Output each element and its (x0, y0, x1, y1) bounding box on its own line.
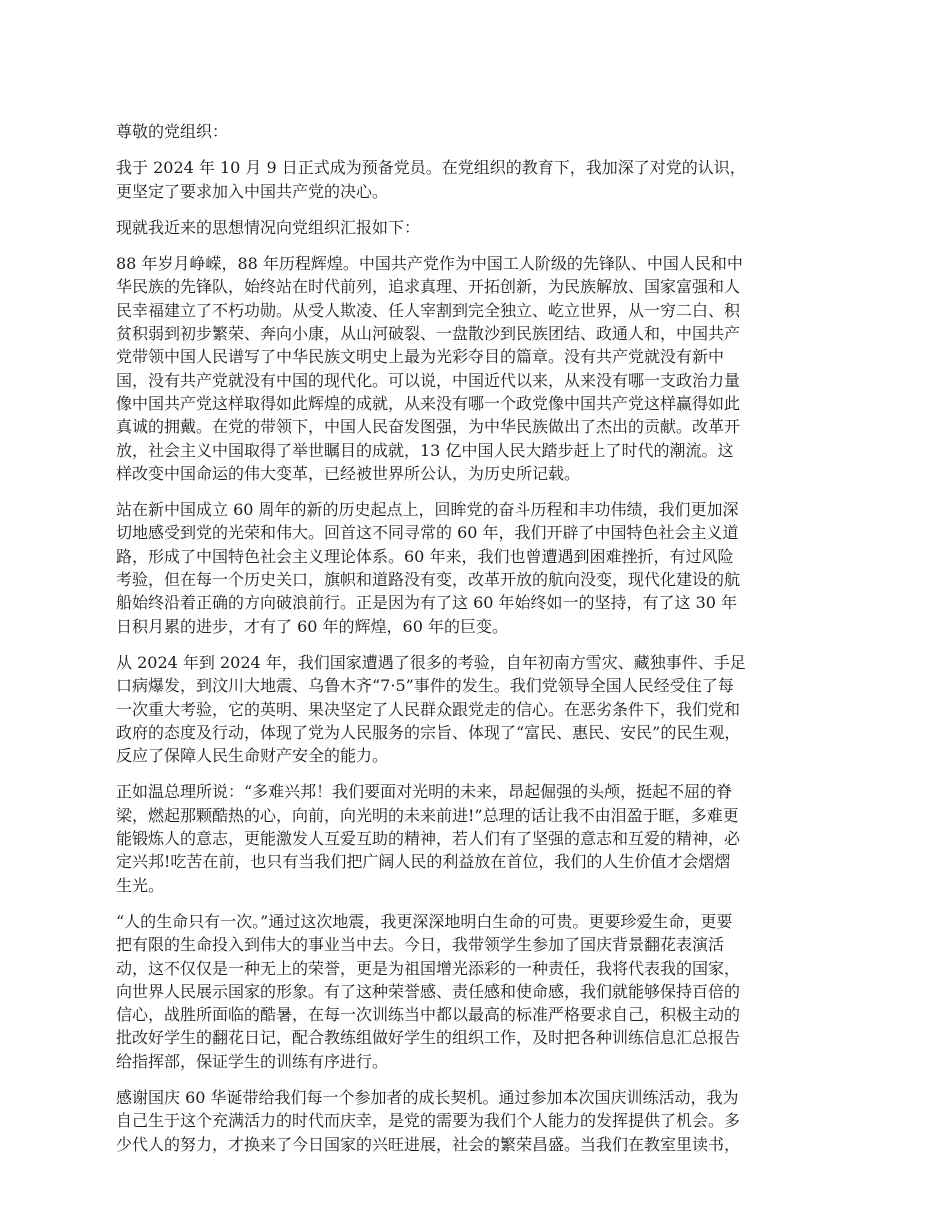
document-page (116, 120, 844, 1169)
paragraph: 从 2024 年到 2024 年，我们国家遭遇了很多的考验，自年初南方雪灾、藏独事件、手足 口病爆发，到汶川大地震、乌鲁木齐“7·5”事件的发生。我们党领导全国人民经受住了每 一次重大考验，它的英明、果决坚定了人民群众跟党走的信心。在恶劣条件下，我们党和 政府的态度及行动，体现了党为人民服务的宗旨、体现了“富民、惠民、安民”的民生观， 反应了保障人民生命财产安全的能力。 (116, 652, 746, 766)
paragraph: 正如温总理所说：“多难兴邦！我们要面对光明的未来，昂起倔强的头颅，挺起不屈的脊 梁，燃起那颗酷热的心，向前，向光明的未来前进!”总理的话让我不由泪盈于眶，多难更 能锻炼人的意志，更能激发人互爱互助的精神，若人们有了坚强的意志和互爱的精神，必 定兴邦!吃苦在前，也只有当我们把广阔人民的利益放在首位，我们的人生价值才会熠熠 生光。 (116, 782, 741, 895)
paragraph: 88 年岁月峥嵘，88 年历程辉煌。中国共产党作为中国工人阶级的先锋队、中国人民和中 华民族的先锋队，始终站在时代前列，追求真理、开拓创新，为民族解放、国家富强和人 民幸福建立了不朽功勋。从受人欺凌、任人宰割到完全独立、屹立世界，从一穷二白、积 贫积弱到初步繁荣、奔向小康，从山河破裂、一盘散沙到民族团结、政通人和，中国共产 党带领中国人民谱写了中华民族文明史上最为光彩夺目的篇章。没有共产党就没有新中 国，没有共产党就没有中国的现代化。可以说，中国近代以来，从来没有哪一支政治力量 像中国共产党这样取得如此辉煌的成就，从来没有哪一个政党像中国共产党这样赢得如此 真诚的拥戴。在党的带领下，中国人民奋发图强，为中华民族做出了杰出的贡献。改革开 放，社会主义中国取得了举世瞩目的成就，13 亿中国人民大踏步赶上了时代的潮流。这 样改变中国命运的伟大变革，已经被世界所公认，为历史所记载。 (116, 254, 743, 483)
paragraph: “人的生命只有一次。”通过这次地震，我更深深地明白生命的可贵。更要珍爱生命，更要 把有限的生命投入到伟大的事业当中去。今日，我带领学生参加了国庆背景翻花表演活 动，这不仅仅是一种无上的荣誉，更是为祖国增光添彩的一种责任，我将代表我的国家， 向世界人民展示国家的形象。有了这种荣誉感、责任感和使命感，我们就能够保持百倍的 信心，战胜所面临的酷暑，在每一次训练当中都以最高的标准严格要求自己，积极主动的 批改好学生的翻花日记，配合教练组做好学生的组织工作，及时把各种训练信息汇总报告 给指挥部，保证学生的训练有序进行。 (116, 911, 741, 1071)
paragraph: 感谢国庆 60 华诞带给我们每一个参加者的成长契机。通过参加本次国庆训练活动，我为 自己生于这个充满活力的时代而庆幸，是党的需要为我们个人能力的发挥提供了机会。多 少代人的努力，才换来了今日国家的兴旺进展，社会的繁荣昌盛。当我们在教室里读书， (116, 1087, 741, 1154)
salutation: 尊敬的党组织： (116, 122, 229, 141)
paragraph: 我于 2024 年 10 月 9 日正式成为预备党员。在党组织的教育下，我加深了对党的认识， 更坚定了要求加入中国共产党的决心。 (116, 158, 746, 201)
paragraph: 站在新中国成立 60 周年的新的历史起点上，回眸党的奋斗历程和丰功伟绩，我们更加深 切地感受到党的光荣和伟大。回首这不同寻常的 60 年，我们开辟了中国特色社会主义道 路，形成了中国特色社会主义理论体系。60 年来，我们也曾遭遇到困难挫折，有过风险 考验，但在每一个历史关口，旗帜和道路没有变，改革开放的航向没变，现代化建设的航 船始终沿着正确的方向破浪前行。正是因为有了这 60 年始终如一的坚持，有了这 30 年 日积月累的进步，才有了 60 年的辉煌，60 年的巨变。 (116, 500, 741, 636)
paragraph: 现就我近来的思想情况向党组织汇报如下： (116, 217, 421, 237)
